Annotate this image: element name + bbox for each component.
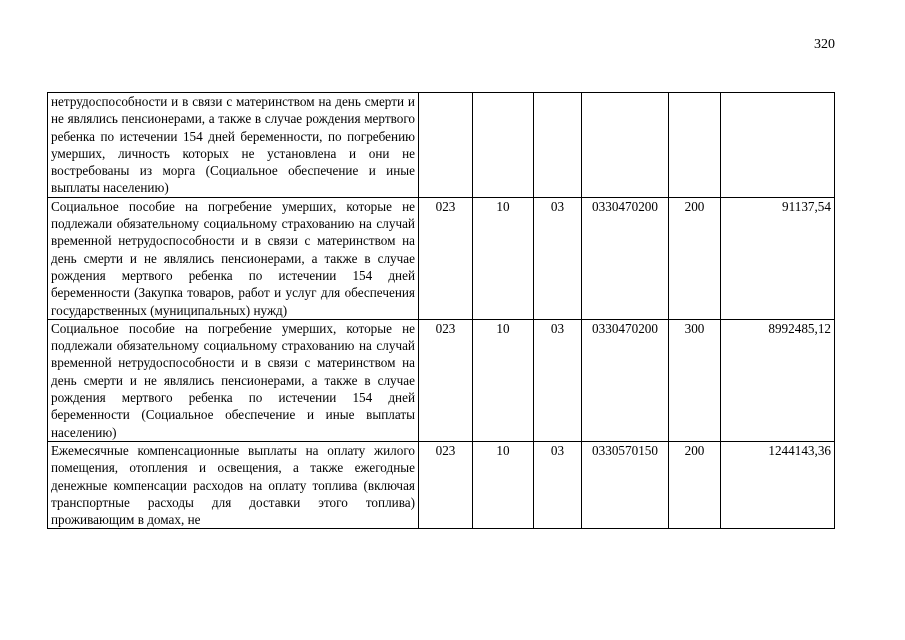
subsection-code-cell: 03 — [534, 319, 582, 441]
ministry-code-cell: 023 — [419, 197, 473, 319]
page-number: 320 — [814, 37, 835, 52]
table-row — [48, 197, 835, 319]
ministry-code-cell: 023 — [419, 319, 473, 441]
ministry-code-cell: 023 — [419, 441, 473, 528]
subsection-code-cell: 03 — [534, 441, 582, 528]
amount-cell: 91137,54 — [721, 197, 835, 319]
section-code-cell: 10 — [473, 319, 534, 441]
target-article-cell: 0330570150 — [582, 441, 669, 528]
table-row — [48, 441, 835, 528]
target-article-cell: 0330470200 — [582, 319, 669, 441]
subsection-code-cell — [534, 93, 582, 198]
expense-type-cell — [669, 93, 721, 198]
target-article-cell: 0330470200 — [582, 197, 669, 319]
expense-type-cell: 300 — [669, 319, 721, 441]
table-row — [48, 93, 835, 198]
target-article-cell — [582, 93, 669, 198]
description-cell: Ежемесячные компенсационные выплаты на оплату жилого помещения, отопления и освещения, а также ежегодные денежные компенсации расходов на оплату топлива (включая транспортные расходы для доставки этого топлива) проживающим в домах, не — [48, 441, 419, 528]
ministry-code-cell — [419, 93, 473, 198]
expense-type-cell: 200 — [669, 197, 721, 319]
section-code-cell: 10 — [473, 197, 534, 319]
expense-type-cell: 200 — [669, 441, 721, 528]
table-row — [48, 319, 835, 441]
description-cell: Социальное пособие на погребение умерших, которые не подлежали обязательному социальному страхованию на случай временной нетрудоспособности и в связи с материнством на день смерти и не являлись пенсионерами, а также в случае рождения мертвого ребенка по истечении 154 дней беременности (Социальное обеспечение и иные выплаты населению) — [48, 319, 419, 441]
amount-cell — [721, 93, 835, 198]
amount-cell: 1244143,36 — [721, 441, 835, 528]
amount-cell: 8992485,12 — [721, 319, 835, 441]
section-code-cell — [473, 93, 534, 198]
section-code-cell: 10 — [473, 441, 534, 528]
description-cell: Социальное пособие на погребение умерших, которые не подлежали обязательному социальному страхованию на случай временной нетрудоспособности и в связи с материнством на день смерти и не являлись пенсионерами, а также в случае рождения мертвого ребенка по истечении 154 дней беременности (Закупка товаров, работ и услуг для обеспечения государственных (муниципальных) нужд) — [48, 197, 419, 319]
subsection-code-cell: 03 — [534, 197, 582, 319]
description-cell: нетрудоспособности и в связи с материнством на день смерти и не являлись пенсионерами, а также в случае рождения мертвого ребенка по истечении 154 дней беременности, по погребению умерших, личность которых не установлена и они не востребованы из морга (Социальное обеспечение и иные выплаты населению) — [48, 93, 419, 198]
budget-table — [47, 92, 835, 529]
